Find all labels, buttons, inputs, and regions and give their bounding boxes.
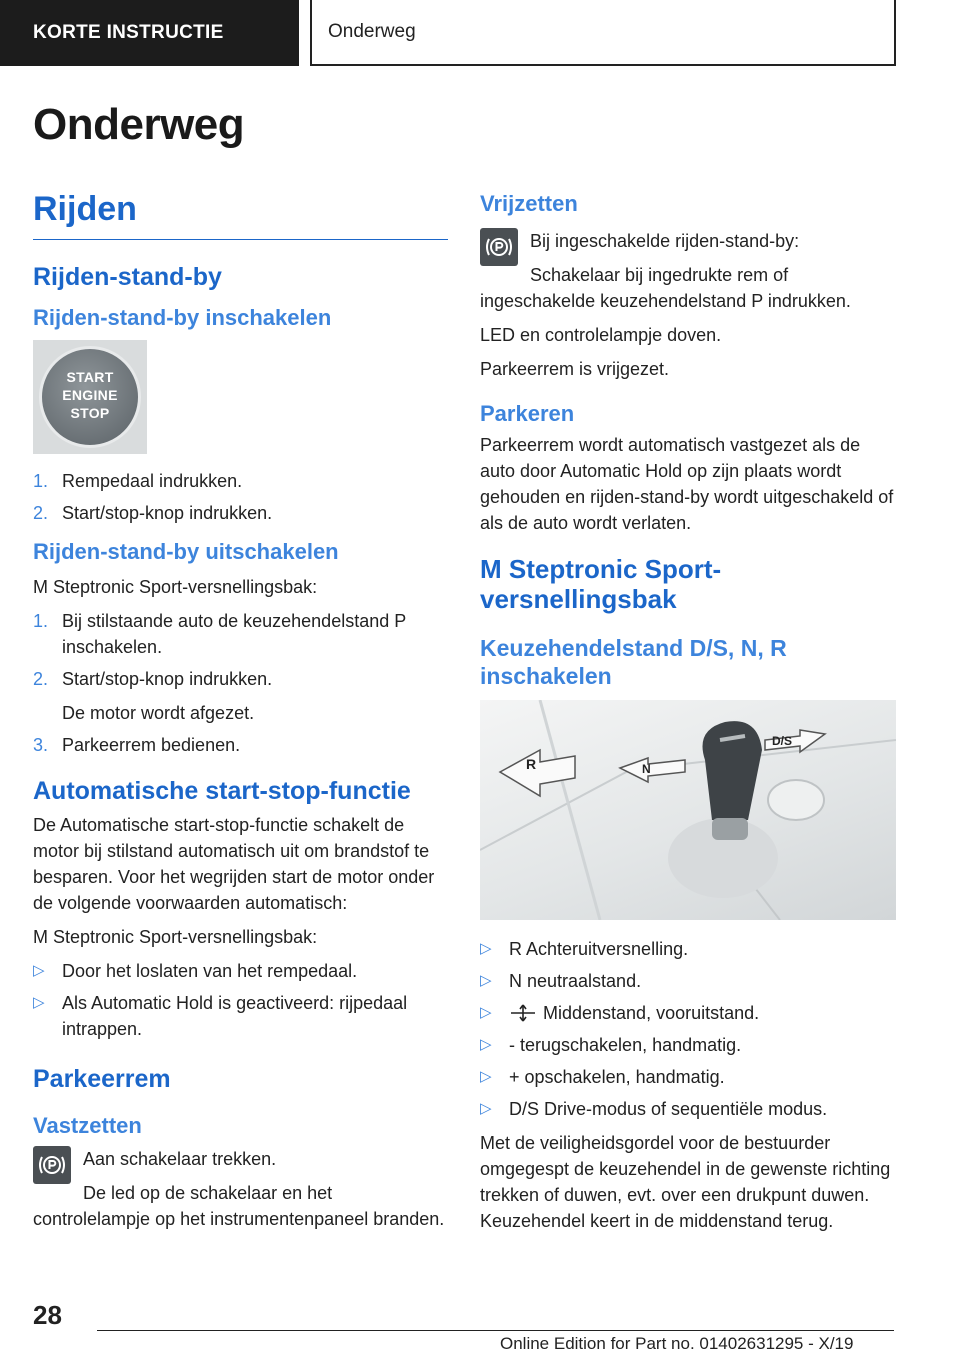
standby-on-steps (33, 468, 448, 526)
list-item: ▷ Als Automatic Hold is geactiveerd: rijpedaal intrappen. (33, 990, 448, 1042)
triangle-bullet-icon: ▷ (480, 1068, 492, 1085)
auto-conditions (33, 958, 448, 1042)
heading-rijden-stand-by: Rijden-stand-by (33, 263, 222, 291)
gear-label-n: N (642, 762, 651, 776)
section-tab[interactable]: KORTE INSTRUCTIE (0, 0, 299, 66)
list-item: 3. Parkeerrem bedienen. (33, 735, 241, 755)
triangle-bullet-icon: ▷ (33, 962, 45, 979)
triangle-bullet-icon: ▷ (480, 940, 492, 957)
release-text-4: Parkeerrem is vrijgezet. (480, 359, 670, 379)
triangle-bullet-icon: ▷ (33, 994, 45, 1011)
list-item: 2. Start/stop-knop indrukken. (33, 669, 273, 689)
list-item: ▷ N neutraalstand. (480, 968, 895, 994)
start-engine-stop-button-image (33, 340, 147, 454)
parking-brake-icon (33, 1146, 71, 1184)
list-item: 2. Start/stop-knop indrukken. (33, 503, 273, 523)
list-item: 1. Bij stilstaande auto de keuzehendelstand P inschakelen. (33, 611, 406, 657)
list-item: ▷ D/S Drive-modus of sequentiële modus. (480, 1096, 895, 1122)
gear-positions (480, 936, 895, 1122)
auto-text: De Automatische start-stop-functie schakelt de motor bij stilstand automatisch uit om brandstof te besparen. Voor het wegrijden start de motor onder de volgende voorwaarden automatisch: (33, 815, 435, 913)
page-number: 28 (33, 1300, 62, 1330)
right-column (480, 190, 895, 1242)
heading-parkeren: Parkeren (480, 401, 575, 426)
list-item: ▷ - terugschakelen, handmatig. (480, 1032, 895, 1058)
chapter-tab[interactable]: Onderweg (310, 0, 896, 66)
gear-label-r: R (526, 756, 537, 772)
heading-m-steptronic: M Steptronic Sport-versnellingsbak (480, 554, 722, 614)
parking-brake-icon (480, 228, 518, 266)
auto-intro: M Steptronic Sport-versnellingsbak: (33, 927, 318, 947)
off-intro: M Steptronic Sport-versnellingsbak: (33, 577, 318, 597)
list-item: ▷ Door het loslaten van het rempedaal. (33, 958, 448, 984)
list-item: ▷ Middenstand, vooruitstand. (480, 1000, 895, 1026)
list-item: 1. Rempedaal indrukken. (33, 471, 243, 491)
edition-text: Online Edition for Part no. 01402631295 - X/19 (500, 1334, 854, 1353)
parking-text: Parkeerrem wordt automatisch vastgezet als de auto door Automatic Hold op zijn plaats wordt gehouden en rijden-stand-by wordt uitgeschakeld of als de auto wordt verlaten. (480, 435, 894, 533)
standby-off-steps (33, 608, 448, 692)
set-text-1: Aan schakelaar trekken. (83, 1149, 277, 1169)
closing-text: Met de veiligheidsgordel voor de bestuurder omgegespt de keuzehendel in de gewenste richting trekken of duwen, evt. over een drukpunt duwen. Keuzehendel keert in de middenstand terug. (480, 1133, 891, 1231)
heading-auto-start-stop: Automatische start-stop-functie (33, 777, 411, 805)
heading-uitschakelen: Rijden-stand-by uitschakelen (33, 539, 339, 564)
release-text-2: Schakelaar bij ingedrukte rem of ingeschakelde keuzehendelstand P indrukken. (480, 265, 851, 311)
footer-divider (97, 1330, 894, 1331)
triangle-bullet-icon: ▷ (480, 1036, 492, 1053)
start-engine-stop-label: START ENGINE STOP (62, 369, 118, 421)
list-item: ▷ R Achteruitversnelling. (480, 936, 895, 962)
heading-keuzehendelstand: Keuzehendelstand D/S, N, R inschakelen (480, 635, 787, 689)
gear-selector-image (480, 700, 896, 920)
page-title: Onderweg (33, 100, 245, 149)
triangle-bullet-icon: ▷ (480, 1100, 492, 1117)
list-item: ▷ + opschakelen, handmatig. (480, 1064, 895, 1090)
left-column (33, 190, 448, 1240)
heading-inschakelen: Rijden-stand-by inschakelen (33, 305, 332, 330)
set-text-2: De led op de schakelaar en het controlelampje op het instrumentenpaneel branden. (33, 1183, 445, 1229)
heading-vastzetten: Vastzetten (33, 1113, 142, 1138)
release-text-1: Bij ingeschakelde rijden-stand-by: (530, 231, 800, 251)
gear-label-ds: D/S (772, 734, 793, 748)
heading-parkeerrem: Parkeerrem (33, 1065, 171, 1093)
release-text-3: LED en controlelampje doven. (480, 325, 722, 345)
section-heading-rijden: Rijden (33, 190, 448, 240)
triangle-bullet-icon: ▷ (480, 1004, 492, 1021)
middle-position-icon (509, 1004, 537, 1022)
triangle-bullet-icon: ▷ (480, 972, 492, 989)
off-step2-sub: De motor wordt afgezet. (62, 703, 255, 723)
heading-vrijzetten: Vrijzetten (480, 191, 578, 216)
header-bar (0, 0, 960, 66)
